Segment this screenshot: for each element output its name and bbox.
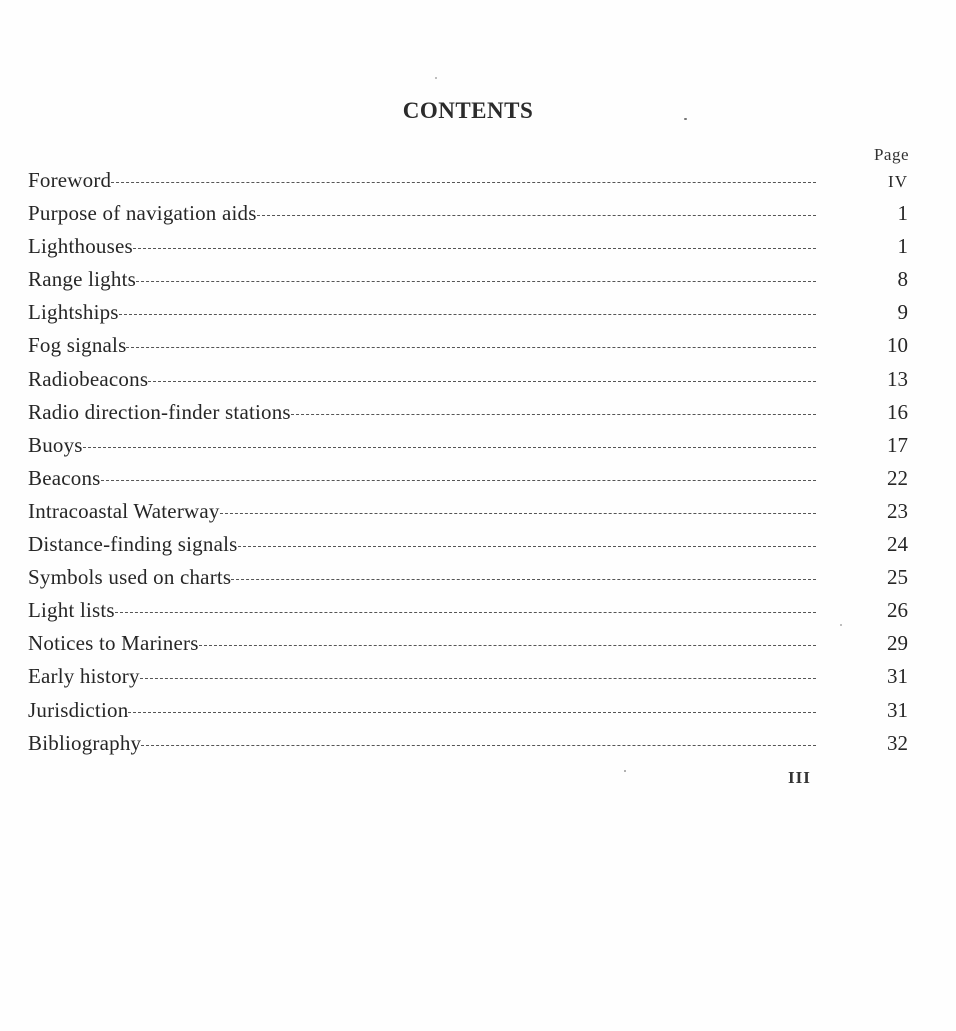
toc-entry-label: Intracoastal Waterway bbox=[28, 498, 220, 523]
toc-entry-label: Fog signals bbox=[28, 333, 127, 358]
toc-entry-symbols-used-on-charts bbox=[28, 565, 908, 598]
toc-entry-label: Beacons bbox=[28, 465, 101, 490]
dot-leader bbox=[231, 579, 816, 580]
toc-entry-label: Jurisdiction bbox=[28, 697, 129, 722]
toc-entry-page: 13 bbox=[887, 366, 908, 391]
page-folio: III bbox=[788, 768, 811, 787]
toc-entry-label: Notices to Mariners bbox=[28, 631, 199, 656]
print-speck bbox=[624, 770, 626, 772]
dot-leader bbox=[257, 215, 816, 216]
toc-entry-label: Distance-finding signals bbox=[28, 532, 238, 557]
toc-entry-label: Bibliography bbox=[28, 730, 142, 755]
toc-entry-label: Lighthouses bbox=[28, 234, 133, 259]
toc-entry-purpose-of-navigation-aids bbox=[28, 201, 908, 234]
toc-entry-page: 16 bbox=[887, 399, 908, 424]
dot-leader bbox=[111, 182, 816, 183]
print-speck bbox=[684, 118, 687, 120]
toc-entry-page: 31 bbox=[887, 664, 908, 689]
dot-leader bbox=[140, 678, 816, 679]
toc-entry-distance-finding-signals bbox=[28, 532, 908, 565]
toc-entry-label: Purpose of navigation aids bbox=[28, 201, 257, 226]
toc-entry-lighthouses bbox=[28, 234, 908, 267]
toc-entry-page: 31 bbox=[887, 697, 908, 722]
table-of-contents bbox=[28, 168, 908, 764]
toc-entry-page: 17 bbox=[887, 432, 908, 457]
toc-entry-range-lights bbox=[28, 267, 908, 300]
dot-leader bbox=[136, 281, 816, 282]
dot-leader bbox=[128, 712, 816, 713]
toc-entry-label: Early history bbox=[28, 664, 140, 689]
toc-entry-label: Light lists bbox=[28, 598, 115, 623]
dot-leader bbox=[238, 546, 816, 547]
dot-leader bbox=[83, 447, 816, 448]
toc-entry-page: 29 bbox=[887, 631, 908, 656]
dot-leader bbox=[133, 248, 816, 249]
print-speck bbox=[840, 624, 842, 626]
toc-entry-page: 1 bbox=[897, 201, 908, 226]
toc-entry-label: Buoys bbox=[28, 432, 83, 457]
dot-leader bbox=[291, 414, 816, 415]
toc-entry-light-lists bbox=[28, 598, 908, 631]
toc-entry-lightships bbox=[28, 300, 908, 333]
toc-entry-label: Radiobeacons bbox=[28, 366, 149, 391]
toc-entry-page: 26 bbox=[887, 598, 908, 623]
toc-entry-page: 25 bbox=[887, 565, 908, 590]
toc-entry-buoys bbox=[28, 433, 908, 466]
toc-entry-early-history bbox=[28, 664, 908, 697]
toc-entry-label: Symbols used on charts bbox=[28, 565, 232, 590]
toc-entry-page: 32 bbox=[887, 730, 908, 755]
toc-entry-page: 10 bbox=[887, 333, 908, 358]
dot-leader bbox=[148, 381, 816, 382]
toc-entry-foreword bbox=[28, 168, 908, 201]
dot-leader bbox=[199, 645, 816, 646]
toc-entry-bibliography bbox=[28, 731, 908, 764]
toc-entry-page: 22 bbox=[887, 465, 908, 490]
toc-entry-label: Lightships bbox=[28, 300, 119, 325]
toc-entry-label: Radio direction-finder stations bbox=[28, 399, 291, 424]
toc-entry-page: 8 bbox=[897, 267, 908, 292]
dot-leader bbox=[119, 314, 816, 315]
toc-entry-fog-signals bbox=[28, 333, 908, 366]
toc-entry-page: 9 bbox=[897, 300, 908, 325]
page-column-label: Page bbox=[873, 145, 909, 164]
toc-entry-label: Range lights bbox=[28, 267, 136, 292]
dot-leader bbox=[115, 612, 816, 613]
toc-entry-jurisdiction bbox=[28, 698, 908, 731]
toc-entry-notices-to-mariners bbox=[28, 631, 908, 664]
toc-entry-page: 1 bbox=[897, 234, 908, 259]
toc-entry-page: IV bbox=[888, 172, 908, 191]
toc-entry-beacons bbox=[28, 466, 908, 499]
toc-entry-page: 23 bbox=[887, 498, 908, 523]
dot-leader bbox=[141, 745, 816, 746]
dot-leader bbox=[126, 347, 816, 348]
toc-entry-intracoastal-waterway bbox=[28, 499, 908, 532]
page-title: CONTENTS bbox=[402, 98, 534, 123]
dot-leader bbox=[220, 513, 816, 514]
toc-entry-radiobeacons bbox=[28, 367, 908, 400]
dot-leader bbox=[101, 480, 816, 481]
toc-entry-radio-direction-finder-stations bbox=[28, 400, 908, 433]
toc-entry-label: Foreword bbox=[28, 168, 112, 192]
toc-entry-page: 24 bbox=[887, 532, 908, 557]
print-speck bbox=[435, 77, 437, 79]
